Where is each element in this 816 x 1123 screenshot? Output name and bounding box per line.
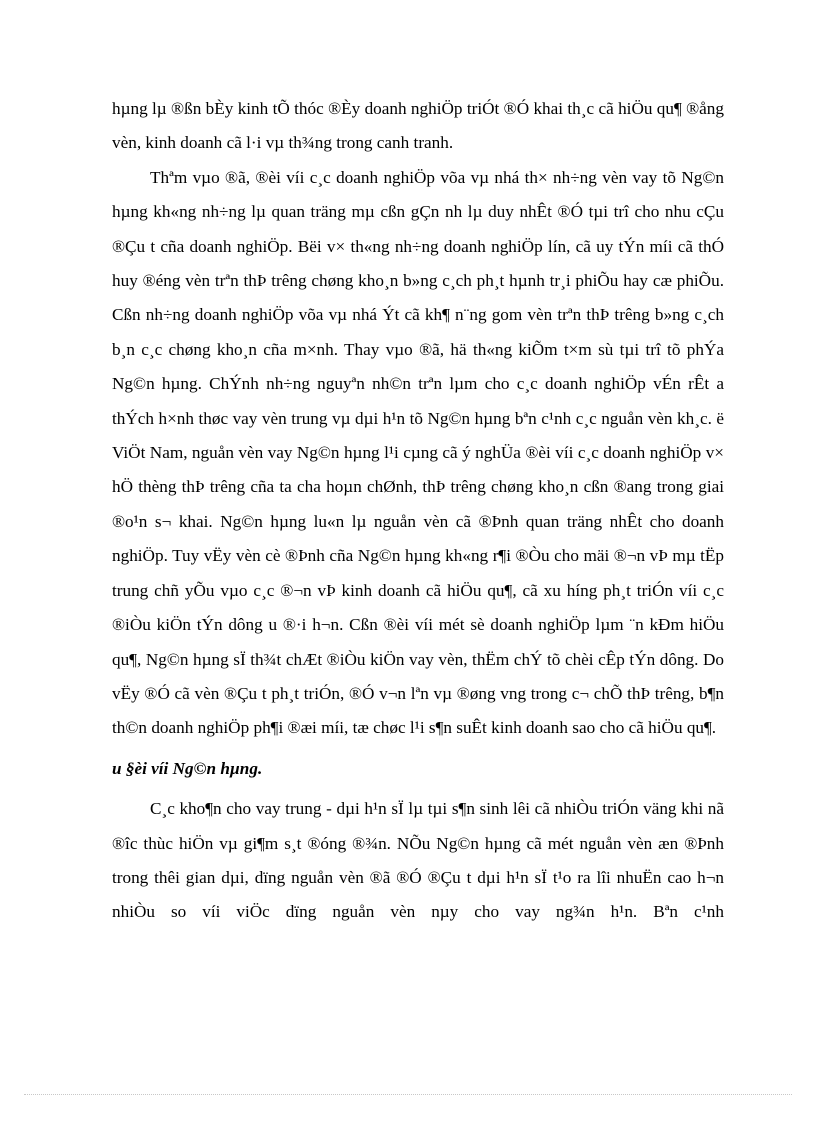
section-heading: u §èi víi Ng©n hµng. [112,758,263,778]
paragraph-1: hµng lµ ®ßn bÈy kinh tÕ thóc ®Èy doanh nghiÖp triÓt ®Ó khai th¸c cã hiÖu qu¶ ®ång vèn, kinh doanh cã l·i vµ th¾ng trong canh tranh. [112,99,724,153]
footer-divider [24,1094,792,1095]
paragraph-3: C¸c kho¶n cho vay trung - dµi h¹n sÏ lµ tµi s¶n sinh lêi cã nhiÒu triÓn väng khi nã ®îc thùc hiÖn vµ gi¶m s¸t ®óng ®¾n. NÕu Ng©n hµng cã mét nguån vèn æn ®Þnh trong thêi gian dµi, dïng nguån vèn ®ã ®Ó ®Çu t dµi h¹n sÏ t¹o ra lîi nhuËn cao h¬n nhiÒu so víi viÖc dïng nguån vèn nµy cho vay ng¾n h¹n. Bªn c¹nh [112,799,724,922]
document-page [112,92,724,930]
paragraph-2: Thªm vµo ®ã, ®èi víi c¸c doanh nghiÖp võa vµ nhá th× nh÷ng vèn vay tõ Ng©n hµng kh«ng nh÷ng lµ quan träng mµ cßn gÇn nh lµ duy nhÊt ®Ó tµi trî cho nhu cÇu ®Çu t cña doanh nghiÖp. Bëi v× th«ng nh÷ng doanh nghiÖp lín, cã uy tÝn míi cã thÓ huy ®éng vèn trªn thÞ trêng chøng kho¸n b»ng c¸ch ph¸t hµnh tr¸i phiÕu hay cæ phiÕu. Cßn nh÷ng doanh nghiÖp võa vµ nhá Ýt cã kh¶ n¨ng gom vèn trªn thÞ trêng b»ng c¸ch b¸n c¸c chøng kho¸n cña m×nh. Thay vµo ®ã, hä th«ng kiÕm t×m sù tµi trî tõ phÝa Ng©n hµng. ChÝnh nh÷ng nguyªn nh©n trªn lµm cho c¸c doanh nghiÖp vÉn rÊt a thÝch h×nh thøc vay vèn trung vµ dµi h¹n tõ Ng©n hµng bªn c¹nh c¸c nguån vèn kh¸c. ë ViÖt Nam, nguån vèn vay Ng©n hµng l¹i cµng cã ý nghÜa ®èi víi c¸c doanh nghiÖp v× hÖ thèng thÞ trêng cña ta cha hoµn chØnh, thÞ trêng chøng kho¸n cßn ®ang trong giai ®o¹n s¬ khai. Ng©n hµng lu«n lµ nguån vèn cã ®Þnh quan träng nhÊt cho doanh nghiÖp. Tuy vËy vèn cè ®Þnh cña Ng©n hµng kh«ng r¶i ®Òu cho mäi ®¬n vÞ mµ tËp trung chñ yÕu vµo c¸c ®¬n vÞ kinh doanh cã hiÖu qu¶, cã xu híng ph¸t triÓn víi c¸c ®iÒu kiÖn tÝn dông u ®·i h¬n. Cßn ®èi víi mét sè doanh nghiÖp lµm ¨n kÐm hiÖu qu¶, Ng©n hµng sÏ th¾t chÆt ®iÒu kiÖn vay vèn, thËm chÝ tõ chèi cÊp tÝn dông. Do vËy ®Ó cã vèn ®Çu t ph¸t triÓn, ®Ó v¬n lªn vµ ®øng vng trong c¬ chÕ thÞ trêng, b¶n th©n doanh nghiÖp ph¶i ®æi míi, tæ chøc l¹i s¶n suÊt kinh doanh sao cho cã hiÖu qu¶. [112,167,724,738]
